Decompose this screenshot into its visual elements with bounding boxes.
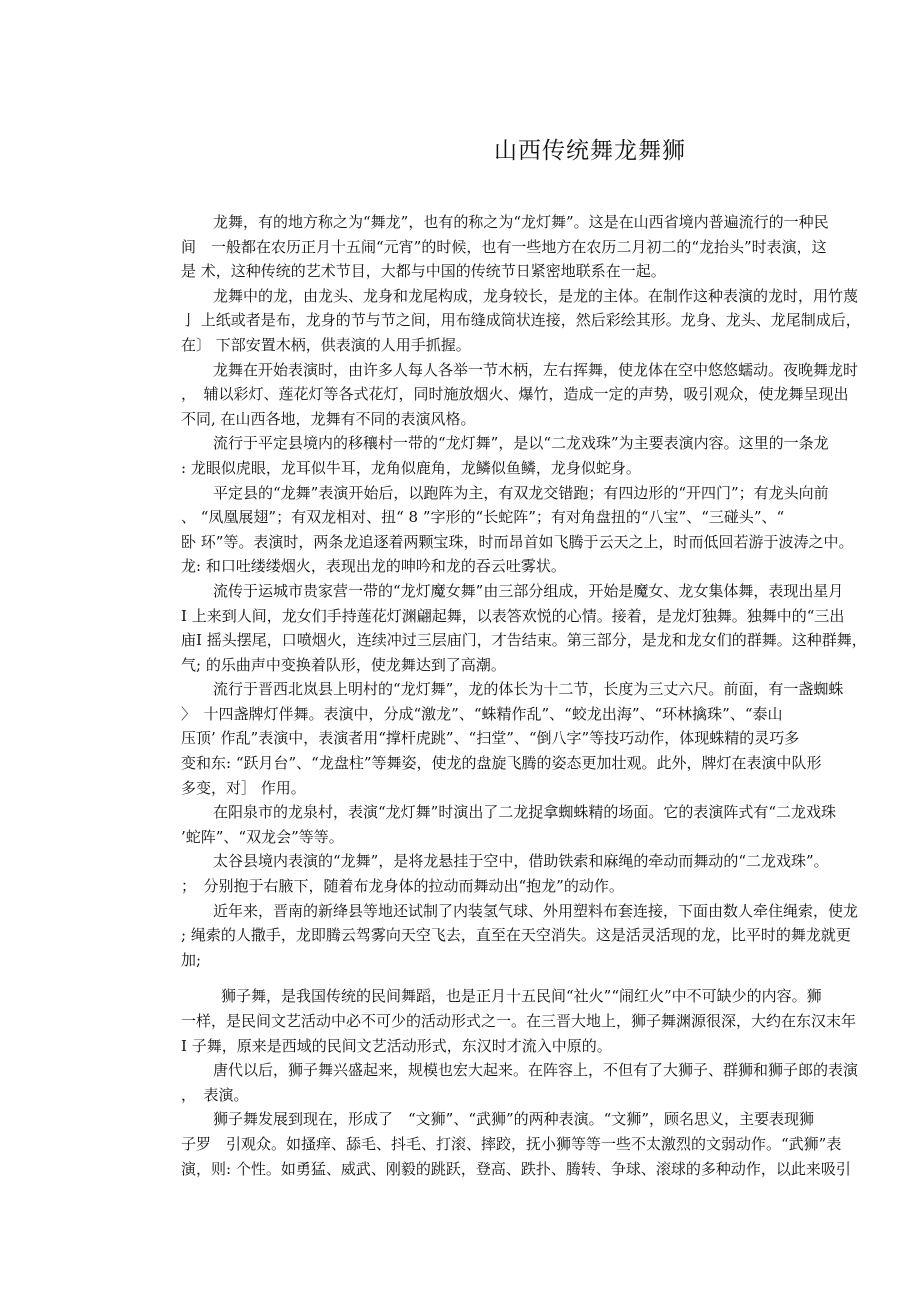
text-line: 平定县的“龙舞”表演开始后，以跑阵为主，有双龙交错跑；有四边形的“开四门”；有龙头向前	[213, 483, 829, 502]
text-line: : 龙眼似虎眼，龙耳似牛耳，龙角似鹿角，龙鳞似鱼鳞，龙身似蛇身。	[181, 458, 641, 477]
text-line: 是 术，这种传统的艺术节目，大都与中国的传统节日紧密地联系在一起。	[181, 262, 666, 281]
text-line: 压顶’ 作乱”表演中，表演者用“撑杆虎跳”、“扫堂”、“倒八字”等技巧动作，体现蛛精的灵巧多	[181, 729, 800, 748]
document-title: 山西传统舞龙舞狮	[494, 138, 686, 164]
text-line: 龙舞在开始表演时，由许多人每人各举一节木柄，左右挥舞，使龙体在空中悠悠蠕动。夜晚舞龙时	[213, 360, 859, 379]
text-line: 庙I 摇头摆尾，口喷烟火，连续冲过三层庙门，才告结束。第三部分，是龙和龙女们的群舞。这种群舞，	[181, 631, 867, 650]
text-line: 近年来，晋南的新绛县等地还试制了内装氢气球、外用塑料布套连接，下面由数人牵住绳索，使龙	[213, 901, 859, 920]
text-line: ’蛇阵”、“双龙会”等等。	[181, 827, 344, 846]
text-line: 唐代以后，狮子舞兴盛起来，规模也宏大起来。在阵容上，不但有了大狮子、群狮和狮子郎的表演	[213, 1061, 859, 1080]
text-line: ， 表演。	[181, 1085, 249, 1104]
text-line: ； 分别抱于右腋下，随着布龙身体的拉动而舞动出“抱龙”的动作。	[181, 877, 624, 896]
text-line: 在阳泉市的龙泉村，表演“龙灯舞”时演出了二龙捉拿蜘蛛精的场面。它的表演阵式有“二龙戏珠	[213, 803, 837, 822]
text-line: ; 绳索的人撒手，龙即腾云驾雾向天空飞去，直至在天空消失。这是活灵活现的龙，比平时的舞龙就更	[181, 926, 851, 945]
text-line: 流传于运城市贵家营一带的“龙灯魔女舞”由三部分组成，开始是魔女、龙女集体舞，表现出星月	[213, 581, 844, 600]
text-line: 龙舞中的龙，由龙头、龙身和龙尾构成，龙身较长，是龙的主体。在制作这种表演的龙时，用竹蔑	[213, 286, 859, 305]
text-line: 太谷县境内表演的“龙舞”，是将龙悬挂于空中，借助铁索和麻绳的牵动而舞动的“二龙戏珠”。	[213, 852, 829, 871]
text-line: 流行于平定县境内的移穰村一带的“龙灯舞”，是以“二龙戏珠”为主要表演内容。这里的一条龙	[213, 434, 829, 453]
text-line: 间 一般都在农历正月十五闹“元宵”的时候，也有一些地方在农历二月初二的“龙抬头”时表演，这	[181, 237, 827, 256]
text-line: 一样，是民间文艺活动中必不可少的活动形式之一。在三晋大地上，狮子舞渊源很深，大约在东汉末年	[181, 1012, 857, 1030]
text-line: 加;	[181, 950, 202, 969]
text-line: 、 “凤凰展翅”；有双龙相对、扭“ 8 ”字形的“长蛇阵”；有对角盘扭的“八宝”、“三碰头”、“	[181, 508, 785, 527]
document-body	[0, 210, 920, 1181]
paragraph-spacer	[0, 972, 920, 984]
text-line: 子罗 引观众。如搔痒、舔毛、抖毛、打滚、摔跤，抚小狮等等一些不太激烈的文弱动作。“武狮”表	[181, 1134, 842, 1153]
text-line: 在〕 下部安置木柄，供表演的人用手抓握。	[181, 335, 471, 354]
text-line: 气; 的乐曲声中变换着队形，使龙舞达到了高潮。	[181, 655, 506, 674]
text-line: 多变，对］ 作用。	[181, 778, 306, 797]
text-line: I 上来到人间，龙女们手持莲花灯渊翩起舞，以表答欢悦的心情。接着，是龙灯独舞。独舞中的“三出	[181, 606, 845, 625]
text-line: 狮子舞，是我国传统的民间舞蹈，也是正月十五民间“社火”“闹红火”中不可缺少的内容。狮	[221, 987, 822, 1006]
text-line: 变和东: “跃月台”、“龙盘柱”等舞姿，使龙的盘旋飞腾的姿态更加壮观。此外，牌灯在表演中队形	[181, 754, 822, 773]
text-line: I 子舞，原来是西域的民间文艺活动形式，东汉时才流入中原的。	[181, 1036, 612, 1055]
text-line: 演，则: 个性。如勇猛、威武、刚毅的跳跃，登高、跌扑、腾转、争球、滚球的多种动作，以此来吸引	[181, 1159, 851, 1178]
text-line: 流行于晋西北岚县上明村的“龙灯舞”，龙的体长为十二节，长度为三丈六尺。前面，有一盏蜘蛛	[213, 680, 844, 699]
text-line: 龙: 和口吐缕缕烟火，表现出龙的呻吟和龙的吞云吐雾状。	[181, 557, 566, 576]
text-line: 龙舞，有的地方称之为“舞龙”，也有的称之为“龙灯舞”。这是在山西省境内普遍流行的一种民	[213, 213, 829, 231]
text-line: ， 辅以彩灯、莲花灯等各式花灯，同时施放烟火、爆竹，造成一定的声势，吸引观众，使龙舞呈现出	[181, 385, 849, 404]
text-line: 不同, 在山西各地，龙舞有不同的表演风格。	[181, 409, 476, 428]
text-line: 〉 十四盏牌灯伴舞。表演中，分成“激龙”、“蛛精作乱”、“蛟龙出海”、“环林擒珠”、“泰山	[181, 704, 783, 723]
text-line: 亅 上纸或者是布，龙身的节与节之间，用布缝成筒状连接，然后彩绘其形。龙身、龙头、龙尾制成后，	[181, 311, 861, 330]
text-line: 卧 环”等。表演时，两条龙追逐着两颗宝珠，时而昂首如飞腾于云天之上，时而低回若游于波涛之中。	[181, 532, 854, 551]
text-line: 狮子舞发展到现在，形成了 “文狮”、“武狮”的两种表演。“文狮”，顾名思义，主要表现狮	[213, 1110, 815, 1129]
